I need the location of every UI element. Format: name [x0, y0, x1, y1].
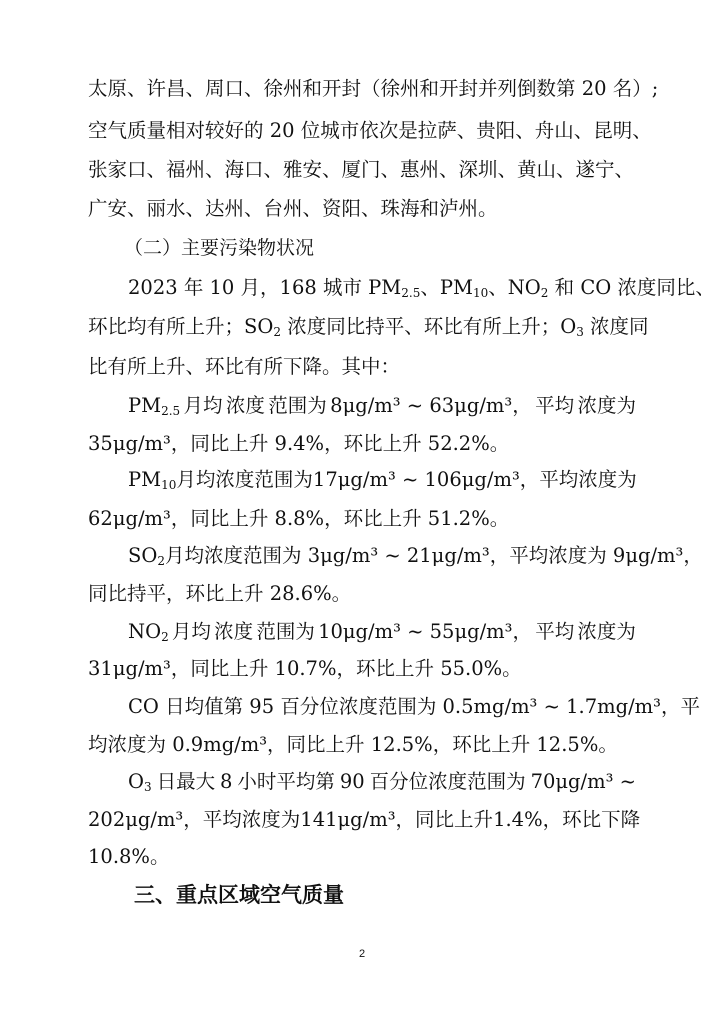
text-run: $O_3$ [128, 770, 152, 794]
text-run: 浓度为 [577, 394, 636, 417]
text-run: 70μg/m³ ~ [530, 770, 636, 793]
text-line: 张家口、福州、海口、雅安、厦门、惠州、深圳、黄山、遂宁、 [88, 158, 635, 181]
text-run: 141μg/m³， [300, 808, 416, 831]
text-run: $PM_{2.5}$ [128, 394, 181, 418]
text-line: 35μg/m³，同比上升 9.4%，环比上升 52.2%。 [88, 432, 510, 455]
text-run: 2023 年 10 月，168 城市 PM [128, 276, 402, 299]
text-run: 月均 [183, 394, 223, 417]
text-run: 8 [220, 770, 233, 793]
subscript: 2.5 [161, 404, 181, 418]
text-run: 浓度 [214, 620, 254, 643]
text-run: 环比均有所上升；SO [88, 315, 274, 338]
text-run: 日最大 [156, 770, 216, 793]
text-line [128, 274, 715, 302]
text-run: 浓度为 [578, 468, 637, 491]
text-line: 62μg/m³，同比上升 8.8%，环比上升 51.2%。 [88, 507, 510, 530]
text-line: 31μg/m³，同比上升 10.7%，环比上升 55.0%。 [88, 657, 522, 680]
text-run: 浓度 [215, 468, 255, 491]
text-run: 1.4%， [493, 808, 563, 831]
text-run: 平均 [535, 394, 575, 417]
text-line [128, 392, 636, 420]
text-run: 小时平均第 [237, 770, 335, 793]
page-number: 2 [358, 948, 366, 960]
text-run: 、NO [488, 276, 541, 299]
subscript: 2 [273, 325, 281, 339]
text-run: SO [128, 544, 158, 567]
subscript: 3 [576, 325, 584, 339]
subscript: 3 [144, 780, 152, 794]
subscript: 2 [161, 630, 169, 644]
text-line: 太原、许昌、周口、徐州和开封（徐州和开封并列倒数第 20 名）; [88, 77, 659, 100]
text-line: 10.8%。 [88, 845, 170, 868]
subscript: 2.5 [401, 286, 421, 300]
text-line [88, 806, 641, 834]
text-line: 同比持平，环比上升 28.6%。 [88, 582, 352, 605]
text-line: 均浓度为 0.9mg/m³，同比上升 12.5%，环比上升 12.5%。 [88, 733, 618, 756]
text-run: 百分位浓度范围为 [369, 770, 526, 793]
text-run: 8μg/m³ ~ 63μg/m³， [330, 394, 532, 417]
subscript: 10 [472, 286, 489, 300]
text-run: 环比下降 [562, 808, 641, 831]
text-run: 月均 [171, 620, 211, 643]
text-line [128, 466, 636, 494]
text-run: 浓度 [225, 394, 265, 417]
text-run: 浓度同 [583, 315, 649, 338]
section-heading: 三、重点区域空气质量 [134, 883, 344, 907]
text-run: 平均 [539, 468, 579, 491]
text-run: 平均 [535, 620, 575, 643]
text-run: 17μg/m³ ~ 106μg/m³， [312, 468, 540, 491]
text-run: 范围为 [268, 394, 327, 417]
text-run: 、PM [420, 276, 473, 299]
text-run: 平均浓度为 [202, 808, 301, 831]
text-run: 10μg/m³ ~ 55μg/m³， [318, 620, 532, 643]
text-line [128, 618, 636, 646]
text-line [88, 313, 649, 341]
text-line: 空气质量相对较好的 20 位城市依次是拉萨、贵阳、舟山、昆明、 [88, 119, 652, 142]
text-line: 广安、丽水、达州、台州、资阳、珠海和泸州。 [88, 197, 498, 220]
text-run: 月均 [176, 468, 216, 491]
subscript: 2 [540, 286, 549, 300]
text-line [128, 768, 636, 796]
subscript: 2 [157, 554, 165, 568]
text-line: 比有所上升、环比有所下降。其中： [88, 355, 401, 378]
text-run: $PM_{10}$ [128, 468, 177, 492]
text-run: 和 CO 浓度同比、 [548, 276, 715, 299]
text-line [128, 542, 703, 570]
text-run: 浓度为 [577, 620, 636, 643]
text-line: CO 日均值第 95 百分位浓度范围为 0.5mg/m³ ~ 1.7mg/m³，平 [128, 695, 700, 718]
text-run: $NO_2$ [128, 620, 169, 644]
text-run: 月均浓度范围为 3μg/m³ ~ 21μg/m³，平均浓度为 9μg/m³， [165, 544, 703, 567]
text-run: 范围为 [256, 620, 315, 643]
section-heading: （二）主要污染物状况 [124, 237, 315, 259]
text-run: 浓度同比持平、环比有所上升；O [281, 315, 577, 338]
text-run: 范围为 [254, 468, 313, 491]
text-run: 90 [339, 770, 365, 793]
text-run: 202μg/m³， [88, 808, 203, 831]
subscript: 10 [161, 478, 177, 492]
text-run: 同比上升 [415, 808, 494, 831]
